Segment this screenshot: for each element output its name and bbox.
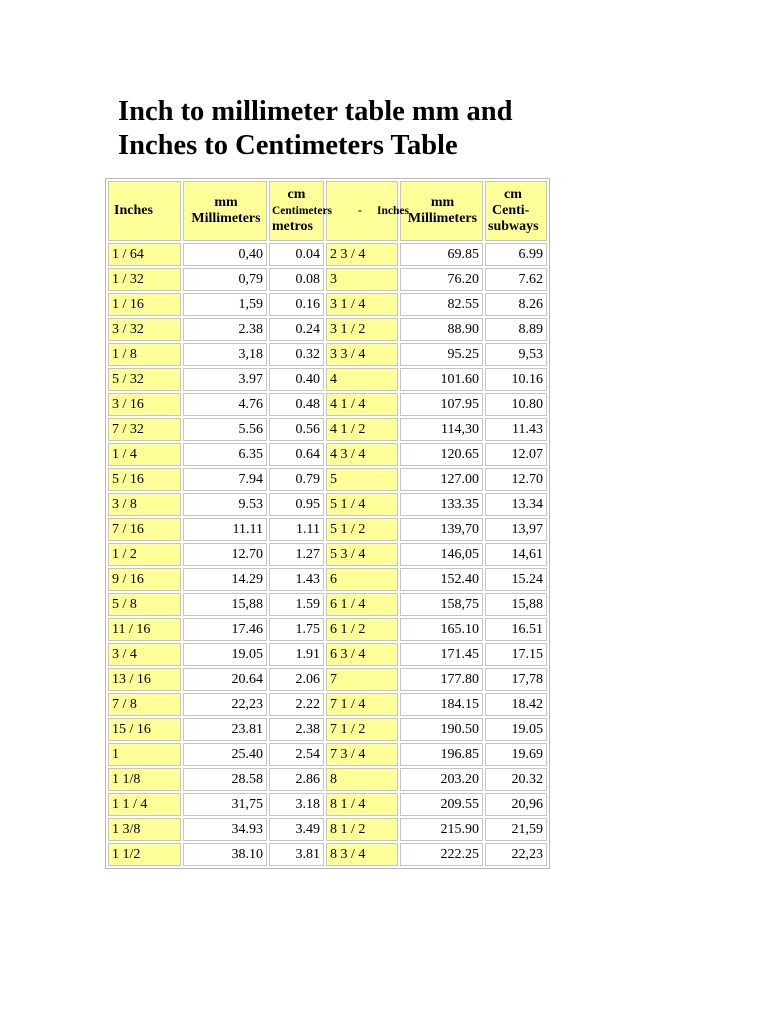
cell-mm-2: 184.15	[400, 693, 483, 716]
cell-inches-2: 4 1 / 2	[326, 418, 398, 441]
cell-cm: 2.06	[269, 668, 324, 691]
cell-cm: 3.18	[269, 793, 324, 816]
cell-cm: 2.22	[269, 693, 324, 716]
table-row	[108, 543, 547, 566]
cell-cm-2: 21,59	[485, 818, 547, 841]
cell-cm: 0.64	[269, 443, 324, 466]
cell-mm: 17.46	[183, 618, 267, 641]
cell-inches: 7 / 16	[108, 518, 181, 541]
cell-mm-2: 158,75	[400, 593, 483, 616]
cell-inches: 1 / 32	[108, 268, 181, 291]
cell-cm: 1.27	[269, 543, 324, 566]
cell-cm: 1.43	[269, 568, 324, 591]
table-row	[108, 668, 547, 691]
cell-mm: 7.94	[183, 468, 267, 491]
table-row	[108, 768, 547, 791]
cell-mm: 19.05	[183, 643, 267, 666]
cell-cm-2: 22,23	[485, 843, 547, 866]
cell-inches: 1 1/2	[108, 843, 181, 866]
cell-mm: 4.76	[183, 393, 267, 416]
cell-cm-2: 17,78	[485, 668, 547, 691]
table-row	[108, 443, 547, 466]
cell-inches-2: 6	[326, 568, 398, 591]
cell-mm: 6.35	[183, 443, 267, 466]
cell-inches: 1 1/8	[108, 768, 181, 791]
cell-inches: 3 / 8	[108, 493, 181, 516]
cell-cm: 1.11	[269, 518, 324, 541]
table-row	[108, 718, 547, 741]
cell-inches: 15 / 16	[108, 718, 181, 741]
cell-inches: 1 / 16	[108, 293, 181, 316]
table-row	[108, 318, 547, 341]
cell-cm-2: 8.26	[485, 293, 547, 316]
cell-inches-2: 7 1 / 2	[326, 718, 398, 741]
table-body	[108, 243, 547, 866]
cell-cm-2: 20,96	[485, 793, 547, 816]
header-mm	[183, 181, 267, 241]
page-title-line-2: Inches to Centimeters Table	[118, 130, 458, 161]
cell-cm: 1.59	[269, 593, 324, 616]
table-header	[108, 181, 547, 241]
header-mm-top: mm	[214, 195, 238, 210]
cell-cm-2: 10.80	[485, 393, 547, 416]
cell-mm-2: 146,05	[400, 543, 483, 566]
cell-inches-2: 5 1 / 2	[326, 518, 398, 541]
cell-mm-2: 88.90	[400, 318, 483, 341]
cell-inches: 3 / 16	[108, 393, 181, 416]
cell-mm: 5.56	[183, 418, 267, 441]
cell-cm-2: 6.99	[485, 243, 547, 266]
cell-mm-2: 133.35	[400, 493, 483, 516]
table-row	[108, 693, 547, 716]
cell-mm: 1,59	[183, 293, 267, 316]
cell-mm-2: 152.40	[400, 568, 483, 591]
cell-inches: 1 / 64	[108, 243, 181, 266]
cell-cm-2: 13,97	[485, 518, 547, 541]
cell-cm: 1.91	[269, 643, 324, 666]
cell-inches-2: 6 1 / 2	[326, 618, 398, 641]
cell-inches-2: 8	[326, 768, 398, 791]
cell-cm: 0.40	[269, 368, 324, 391]
table-row	[108, 643, 547, 666]
cell-mm: 38.10	[183, 843, 267, 866]
cell-mm-2: 95.25	[400, 343, 483, 366]
table-row	[108, 268, 547, 291]
cell-cm-2: 10.16	[485, 368, 547, 391]
cell-mm-2: 209.55	[400, 793, 483, 816]
cell-mm: 25.40	[183, 743, 267, 766]
cell-cm: 0.32	[269, 343, 324, 366]
cell-mm-2: 222.25	[400, 843, 483, 866]
header-cm-bottom: metros	[272, 219, 313, 234]
cell-mm-2: 82.55	[400, 293, 483, 316]
cell-inches-2: 7 3 / 4	[326, 743, 398, 766]
cell-mm-2: 120.65	[400, 443, 483, 466]
cell-cm: 0.24	[269, 318, 324, 341]
header-inches-2-label: Inches	[377, 205, 409, 217]
cell-inches: 5 / 32	[108, 368, 181, 391]
cell-mm-2: 215.90	[400, 818, 483, 841]
header-cm-2-bottom: subways	[488, 219, 539, 234]
header-cm-2	[485, 181, 547, 241]
table-row	[108, 618, 547, 641]
cell-inches: 1	[108, 743, 181, 766]
cell-inches: 7 / 8	[108, 693, 181, 716]
cell-cm-2: 19.05	[485, 718, 547, 741]
cell-inches: 1 3/8	[108, 818, 181, 841]
header-cm-overlap	[272, 203, 333, 219]
cell-cm-2: 14,61	[485, 543, 547, 566]
cell-cm: 2.54	[269, 743, 324, 766]
cell-inches: 5 / 16	[108, 468, 181, 491]
cell-cm-2: 9,53	[485, 343, 547, 366]
cell-cm-2: 19.69	[485, 743, 547, 766]
cell-mm: 22,23	[183, 693, 267, 716]
cell-inches: 7 / 32	[108, 418, 181, 441]
cell-inches: 11 / 16	[108, 618, 181, 641]
cell-mm: 20.64	[183, 668, 267, 691]
cell-inches: 9 / 16	[108, 568, 181, 591]
cell-cm: 0.16	[269, 293, 324, 316]
cell-cm: 0.48	[269, 393, 324, 416]
table-row	[108, 518, 547, 541]
table-row	[108, 243, 547, 266]
cell-cm-2: 18.42	[485, 693, 547, 716]
cell-inches-2: 3 3 / 4	[326, 343, 398, 366]
cell-inches: 5 / 8	[108, 593, 181, 616]
cell-mm: 3.97	[183, 368, 267, 391]
header-mm-2-top: mm	[430, 195, 455, 210]
table-row	[108, 393, 547, 416]
cell-cm-2: 15,88	[485, 593, 547, 616]
cell-cm: 0.79	[269, 468, 324, 491]
cell-inches-2: 8 3 / 4	[326, 843, 398, 866]
cell-inches-2: 8 1 / 2	[326, 818, 398, 841]
cell-inches-2: 4 1 / 4	[326, 393, 398, 416]
cell-mm-2: 114,30	[400, 418, 483, 441]
cell-cm: 1.75	[269, 618, 324, 641]
header-separator-dash: -	[358, 205, 362, 217]
cell-inches-2: 5	[326, 468, 398, 491]
cell-mm: 11.11	[183, 518, 267, 541]
header-row	[108, 181, 547, 241]
cell-mm: 12.70	[183, 543, 267, 566]
cell-cm-2: 7.62	[485, 268, 547, 291]
cell-inches-2: 7 1 / 4	[326, 693, 398, 716]
table-row	[108, 593, 547, 616]
table-row	[108, 568, 547, 591]
cell-mm: 23.81	[183, 718, 267, 741]
cell-inches: 3 / 4	[108, 643, 181, 666]
cell-cm: 0.04	[269, 243, 324, 266]
cell-mm: 28.58	[183, 768, 267, 791]
cell-mm-2: 165.10	[400, 618, 483, 641]
cell-inches: 1 1 / 4	[108, 793, 181, 816]
cell-cm-2: 12.07	[485, 443, 547, 466]
header-cm-middle: Centimeters	[272, 205, 333, 217]
cell-mm-2: 203.20	[400, 768, 483, 791]
cell-cm-2: 8.89	[485, 318, 547, 341]
cell-cm: 0.56	[269, 418, 324, 441]
cell-mm: 31,75	[183, 793, 267, 816]
header-mm-bottom: Millimeters	[191, 211, 261, 226]
table-row	[108, 793, 547, 816]
header-inches-2	[326, 181, 409, 241]
cell-inches: 1 / 4	[108, 443, 181, 466]
header-inches	[108, 181, 181, 241]
cell-mm: 9.53	[183, 493, 267, 516]
cell-mm-2: 171.45	[400, 643, 483, 666]
cell-mm: 14.29	[183, 568, 267, 591]
cell-inches-2: 7	[326, 668, 398, 691]
cell-mm: 34.93	[183, 818, 267, 841]
cell-cm: 2.86	[269, 768, 324, 791]
cell-inches-2: 3 1 / 2	[326, 318, 398, 341]
table-row	[108, 293, 547, 316]
cell-inches-2: 3 1 / 4	[326, 293, 398, 316]
header-mm-2	[400, 181, 483, 241]
page-title-line-1: Inch to millimeter table mm and	[118, 96, 513, 127]
cell-mm: 15,88	[183, 593, 267, 616]
cell-inches-2: 6 3 / 4	[326, 643, 398, 666]
cell-inches-2: 5 1 / 4	[326, 493, 398, 516]
cell-inches-2: 2 3 / 4	[326, 243, 398, 266]
header-cm-2-top: cm	[504, 187, 522, 202]
cell-inches-2: 8 1 / 4	[326, 793, 398, 816]
cell-inches: 1 / 8	[108, 343, 181, 366]
cell-mm: 0,40	[183, 243, 267, 266]
conversion-table	[105, 178, 550, 869]
page-title	[118, 95, 678, 163]
cell-mm-2: 177.80	[400, 668, 483, 691]
cell-cm-2: 11.43	[485, 418, 547, 441]
cell-mm-2: 101.60	[400, 368, 483, 391]
cell-mm: 0,79	[183, 268, 267, 291]
cell-inches-2: 3	[326, 268, 398, 291]
header-inches-2-overlap	[330, 203, 409, 219]
header-inches-label: Inches	[114, 203, 153, 218]
cell-mm-2: 69.85	[400, 243, 483, 266]
cell-cm: 3.81	[269, 843, 324, 866]
cell-inches: 1 / 2	[108, 543, 181, 566]
header-cm	[269, 181, 333, 241]
cell-inches-2: 4	[326, 368, 398, 391]
header-mm-2-bottom: Millimeters	[407, 211, 478, 226]
header-cm-top: cm	[287, 187, 306, 202]
cell-mm: 2.38	[183, 318, 267, 341]
table-row	[108, 493, 547, 516]
cell-mm: 3,18	[183, 343, 267, 366]
cell-cm: 0.08	[269, 268, 324, 291]
cell-cm-2: 20.32	[485, 768, 547, 791]
table-row	[108, 468, 547, 491]
cell-cm: 0.95	[269, 493, 324, 516]
cell-inches: 3 / 32	[108, 318, 181, 341]
cell-mm-2: 196.85	[400, 743, 483, 766]
cell-mm-2: 190.50	[400, 718, 483, 741]
cell-cm-2: 12.70	[485, 468, 547, 491]
cell-mm-2: 107.95	[400, 393, 483, 416]
header-cm-2-middle: Centi-	[492, 203, 530, 218]
table-row	[108, 418, 547, 441]
cell-cm: 2.38	[269, 718, 324, 741]
cell-cm-2: 17.15	[485, 643, 547, 666]
cell-inches-2: 4 3 / 4	[326, 443, 398, 466]
table-row	[108, 818, 547, 841]
cell-inches-2: 6 1 / 4	[326, 593, 398, 616]
cell-cm: 3.49	[269, 818, 324, 841]
table-row	[108, 843, 547, 866]
cell-mm-2: 127.00	[400, 468, 483, 491]
cell-inches: 13 / 16	[108, 668, 181, 691]
cell-cm-2: 16.51	[485, 618, 547, 641]
cell-inches-2: 5 3 / 4	[326, 543, 398, 566]
table-row	[108, 368, 547, 391]
cell-cm-2: 15.24	[485, 568, 547, 591]
cell-mm-2: 139,70	[400, 518, 483, 541]
table-row	[108, 743, 547, 766]
cell-cm-2: 13.34	[485, 493, 547, 516]
table-row	[108, 343, 547, 366]
cell-mm-2: 76.20	[400, 268, 483, 291]
